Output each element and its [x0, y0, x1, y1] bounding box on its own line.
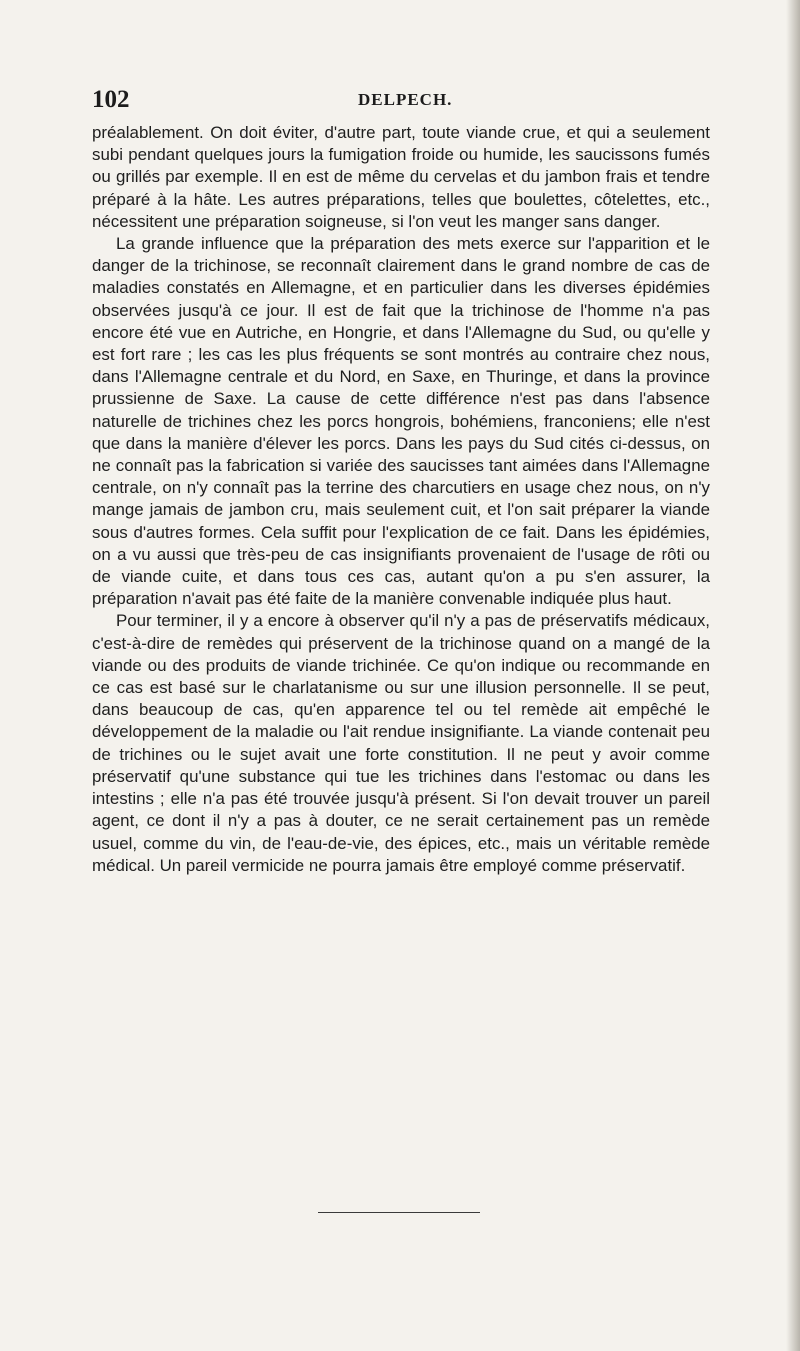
page-header	[92, 86, 692, 116]
paragraph-3: Pour terminer, il y a encore à observer qu'il n'y a pas de préservatifs médicaux, c'est-à-dire de remèdes qui préservent de la trichinose quand on a mangé de la viande ou des produits de viande trichinée. Ce qu'on indique ou recommande en ce cas est basé sur le charlatanisme ou sur une illusion personnelle. Il se peut, dans beaucoup de cas, qu'en apparence tel ou tel remède ait empêché le développement de la maladie ou l'ait rendue insignifiante. La viande contenait peu de trichines ou le sujet avait une forte constitution. Il ne peut y avoir comme préservatif qu'une substance qui tue les trichines dans l'estomac ou dans les intestins ; elle n'a pas été trouvée jusqu'à présent. Si l'on devait trouver un pareil agent, ce dont il n'y a pas à douter, ce ne serait certainement pas un remède usuel, comme du vin, de l'eau-de-vie, des épices, etc., mais un véritable remède médical. Un pareil vermicide ne pourra jamais être employé comme préservatif.	[92, 611, 710, 875]
running-title: DELPECH.	[358, 90, 453, 109]
page-edge-shadow	[786, 0, 800, 1351]
body-text	[92, 122, 710, 877]
end-rule	[318, 1212, 480, 1213]
paragraph-1: préalablement. On doit éviter, d'autre part, toute viande crue, et qui a seulement subi pendant quelques jours la fumigation froide ou humide, les saucissons fumés ou grillés par exemple. Il en est de même du cervelas et du jambon frais et tendre préparé à la hâte. Les autres préparations, telles que boulettes, côtelettes, etc., nécessitent une préparation soigneuse, si l'on veut les manger sans danger.	[92, 123, 710, 231]
page-number: 102	[92, 86, 130, 113]
paragraph-2: La grande influence que la préparation des mets exerce sur l'apparition et le danger de la trichinose, se reconnaît clairement dans le grand nombre de cas de maladies constatés en Allemagne, et en particulier dans les diverses épidémies observées jusqu'à ce jour. Il est de fait que la trichinose de l'homme n'a pas encore été vue en Autriche, en Hongrie, et dans l'Allemagne du Sud, ou qu'elle y est fort rare ; les cas les plus fréquents se sont montrés au contraire chez nous, dans l'Allemagne centrale et du Nord, en Saxe, en Thuringe, et dans la province prussienne de Saxe. La cause de cette différence n'est pas dans l'absence naturelle de trichines chez les porcs hongrois, bohémiens, franconiens; elle n'est que dans la manière d'élever les porcs. Dans les pays du Sud cités ci-dessus, on ne connaît pas la fabrication si variée des saucisses tant aimées dans l'Allemagne centrale, on n'y connaît pas la terrine des charcutiers en usage chez nous, on n'y mange jamais de jambon cru, mais seulement cuit, et l'on sait préparer la viande sous d'autres formes. Cela suffit pour l'explication de ce fait. Dans les épidémies, on a vu aussi que très-peu de cas insignifiants provenaient de l'usage de rôti ou de viande cuite, et dans tous ces cas, autant qu'on a pu s'en assurer, la préparation n'avait pas été faite de la manière convenable indiquée plus haut.	[92, 234, 710, 609]
